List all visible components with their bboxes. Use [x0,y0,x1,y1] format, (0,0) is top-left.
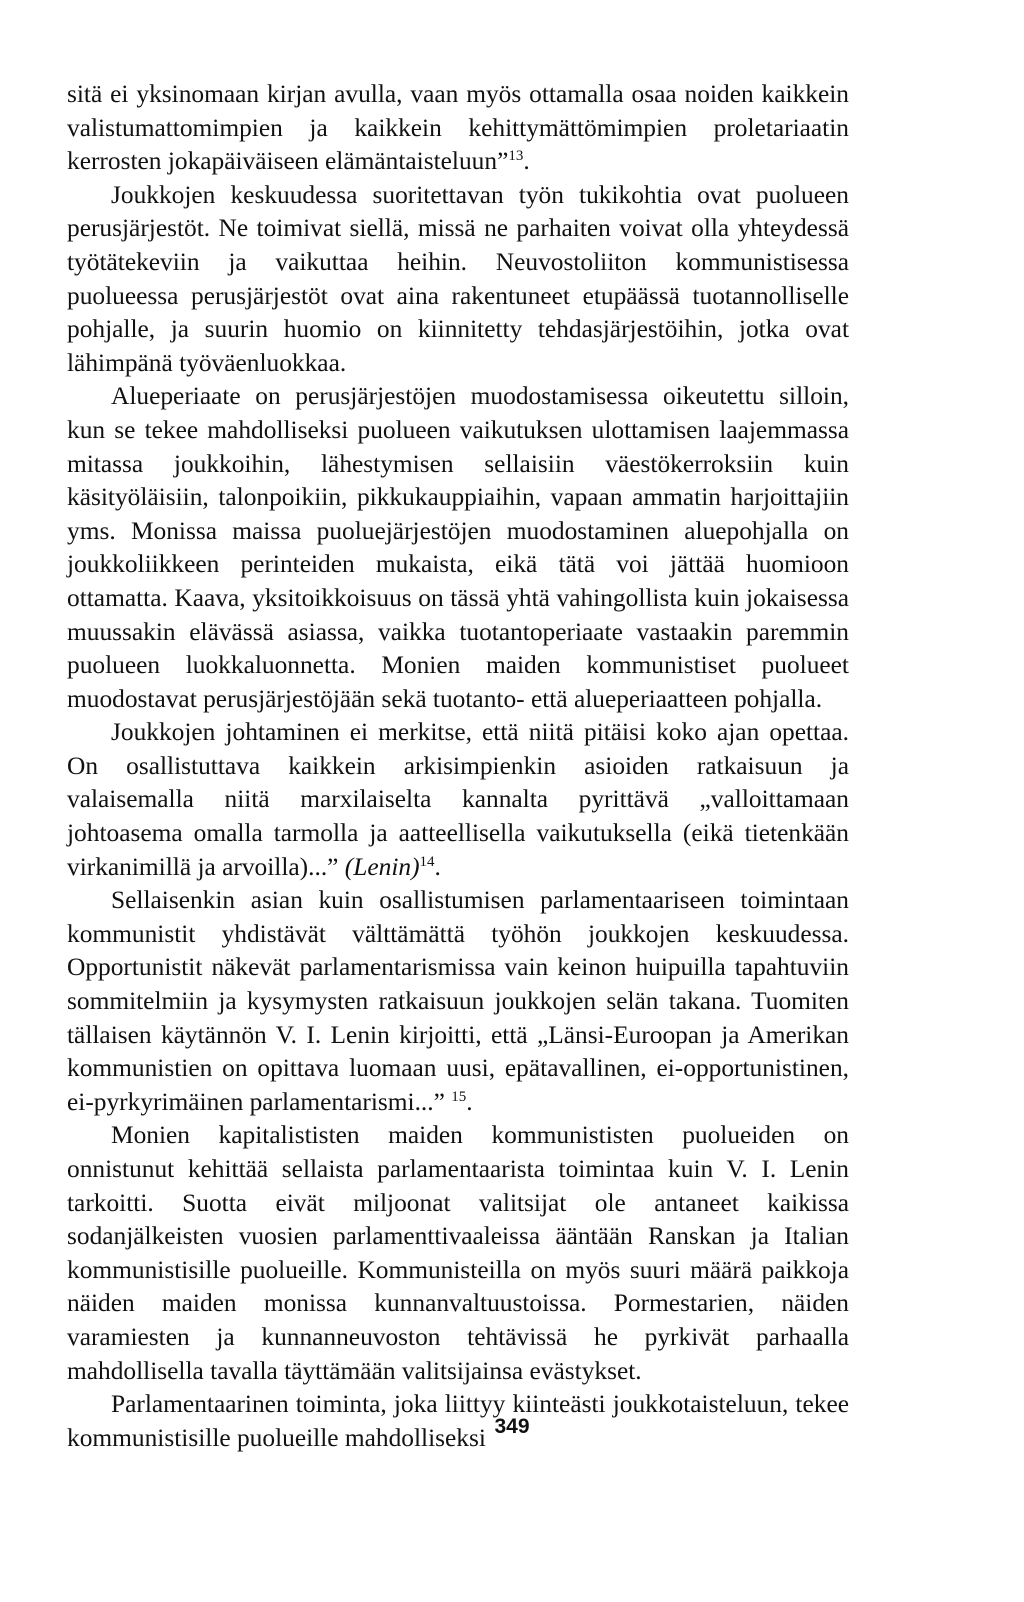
paragraph-5 [67,884,849,1119]
text-run: Sellaisenkin asian kuin osallistumisen parlamentaariseen toimintaan kommunistit yhdistävät välttämättä työhön joukkojen keskuudessa. Opportunistit näkevät parlamentarismissa vain keinon huipuilla tapahtuviin sommitelmiin ja kysymysten ratkaisuun joukkojen selän takana. Tuomiten tällaisen käytännön V. I. Lenin kirjoitti, että „Länsi-Euroopan ja Amerikan kommunistien on opittava luomaan uusi, epätavallinen, ei-opportunistinen, ei-pyrkyrimäinen parlamentarismi...” [67,886,849,1116]
text-run: . [466,1087,473,1116]
text-run: Joukkojen johtaminen ei merkitse, että niitä pitäisi koko ajan opettaa. On osallistuttava kaikkein arkisimpienkin asioiden ratkaisuun ja valaisemalla niitä marxilaiselta kannalta pyrittävä „valloittamaan johtoasema omalla tarmolla ja aatteellisella vaikutuksella (eikä tietenkään virkanimillä ja arvoilla)...” [67,718,849,881]
italic-text: (Lenin) [344,852,420,881]
text-run: . [523,147,530,176]
text-run: Parlamentaarinen toiminta, joka liittyy kiinteästi joukkotaisteluun, tekee kommunistisille puolueille mahdolliseksi [67,1390,849,1452]
paragraph-2 [67,179,849,381]
text-run: sitä ei yksinomaan kirjan avulla, vaan myös ottamalla osaa noiden kaikkein valistumattomimpien ja kaikkein kehittymättömimpien proletariaatin kerrosten jokapäiväiseen elämäntaisteluun” [67,80,849,176]
paragraph-1 [67,78,849,179]
footnote-ref: 14 [419,853,435,870]
paragraph-3 [67,380,849,716]
paragraph-6 [67,1119,849,1388]
body-text [67,78,849,1455]
footnote-ref: 15 [451,1088,467,1105]
footnote-ref: 13 [508,148,524,165]
text-run: . [434,852,441,881]
page-number: 349 [494,1415,530,1438]
text-run: Alueperiaate on perusjärjestöjen muodostamisessa oikeutettu silloin, kun se tekee mahdolliseksi puolueen vaikutuksen ulottamisen laajemmassa mitassa joukkoihin, lähestymisen sellaisiin väestökerroksiin kuin käsityöläisiin, talonpoikiin, pikkukauppiaihin, vapaan ammatin harjoittajiin yms. Monissa maissa puoluejärjestöjen muodostaminen aluepohjalla on joukkoliikkeen perinteiden mukaista, eikä tätä voi jättää huomioon ottamatta. Kaava, yksitoikkoisuus on tässä yhtä vahingollista kuin jokaisessa muussakin elävässä asiassa, vaikka tuotantoperiaate vastaakin paremmin puolueen luokkaluonnetta. Monien maiden kommunistiset puolueet muodostavat perusjärjestöjään sekä tuotanto- että alueperiaatteen pohjalla. [67,382,849,713]
paragraph-4 [67,716,849,884]
text-run: Joukkojen keskuudessa suoritettavan työn tukikohtia ovat puolueen perusjärjestöt. Ne toimivat siellä, missä ne parhaiten voivat olla yhteydessä työtätekeviin ja vaikuttaa heihin. Neuvostoliiton kommunistisessa puolueessa perusjärjestöt ovat aina rakentuneet etupäässä tuotannolliselle pohjalle, ja suurin huomio on kiinnitetty tehdasjärjestöihin, jotka ovat lähimpänä työväenluokkaa. [67,180,849,377]
text-run: Monien kapitalististen maiden kommunististen puolueiden on onnistunut kehittää sellaista parlamentaarista toimintaa kuin V. I. Lenin tarkoitti. Suotta eivät miljoonat valitsijat ole antaneet kaikissa sodanjälkeisten vuosien parlamenttivaaleissa ääntään Ranskan ja Italian kommunistisille puolueille. Kommunisteilla on myös suuri määrä paikkoja näiden maiden monissa kunnanvaltuustoissa. Pormestarien, näiden varamiesten ja kunnanneuvoston tehtävissä he pyrkivät parhaalla mahdollisella tavalla täyttämään valitsijainsa evästykset. [67,1121,849,1385]
